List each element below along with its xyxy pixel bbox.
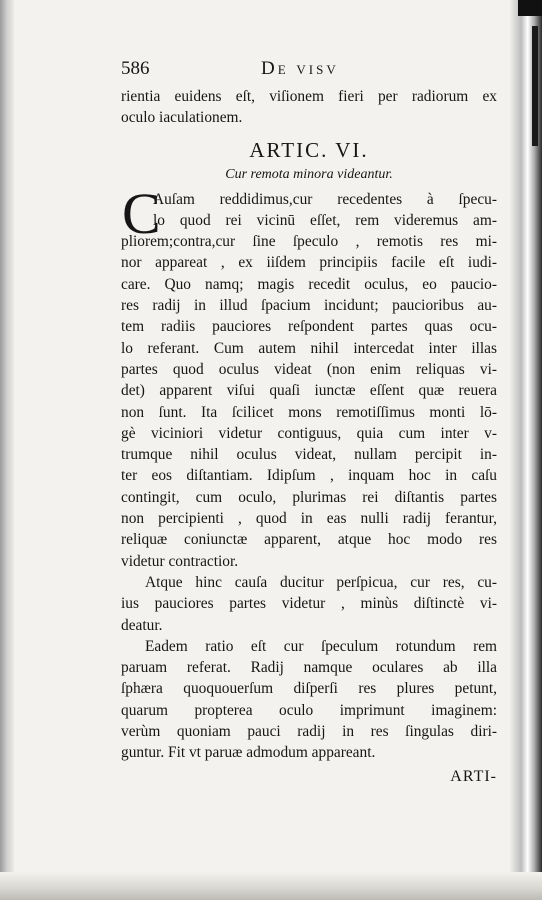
text-line: care. Quo namq; magis recedit oculus, eo paucio- [121, 275, 497, 293]
page-number: 586 [121, 58, 150, 79]
text-line: guntur. Fit vt paruæ admodum appareant. [121, 744, 376, 762]
carry-over-paragraph [121, 86, 497, 129]
paragraph-2 [121, 572, 497, 636]
text-line: deatur. [121, 616, 163, 634]
catchword: ARTI- [450, 767, 497, 785]
text-line: rientia euidens eſt, viſionem fieri per radiorum ex [121, 88, 497, 105]
text-line: ſphæra quoquouerſum diſperſi res plures petunt, [121, 680, 497, 698]
text-line: ter eos diſtantiam. Idipſum , inquam hoc in caſu [121, 467, 497, 485]
text-line: paruam referat. Radij namque oculares ab illa [121, 659, 497, 677]
drop-cap-initial: C [122, 180, 161, 246]
text-line: non percipienti , quod in eas nulli radij ferantur, [121, 510, 497, 528]
paragraph-1 [121, 180, 497, 572]
text-line: reliquæ coniunctæ apparent, atque hoc modo res [121, 531, 497, 549]
text-line: pliorem;contra,cur ſine ſpeculo , remotis res mi- [121, 233, 497, 251]
text-line: lo referant. Cum autem nihil intercedat inter illas [121, 339, 497, 357]
text-line: videtur contractior. [121, 552, 239, 570]
book-binding-edge [510, 0, 542, 900]
page-bottom-edge [0, 872, 542, 900]
binding-dark-corner [518, 0, 542, 16]
page-gutter-left [0, 0, 14, 900]
text-line: oculo iaculationem. [121, 109, 243, 127]
text-line: Atque hinc cauſa ducitur perſpicua, cur res, cu- [145, 573, 497, 591]
section-title: ARTIC. VI. [249, 137, 369, 162]
text-line: partes quod oculus videat (non enim reliquas vi- [121, 360, 497, 378]
paragraph-3 [121, 636, 497, 764]
text-line: quarum propterea oculo imprimunt imaginem: [121, 701, 497, 719]
text-line: ius pauciores partes videtur , minùs diſtinctè vi- [121, 595, 497, 613]
text-line: non ſunt. Ita ſcilicet mons remotiſſimus monti lō- [121, 403, 497, 421]
page-text-block [121, 56, 497, 787]
text-line: det) apparent viſui quaſi iunctæ eſſent quæ reuera [121, 382, 497, 400]
section-subtitle: Cur remota minora videantur. [225, 166, 393, 182]
text-line: res radij in illud ſpacium incidunt; paucioribus au- [121, 297, 497, 315]
text-line: trumque nihil oculus videat, nullam percipit in- [121, 446, 497, 464]
text-line: Auſam reddidimus,cur recedentes à ſpecu- [153, 190, 497, 208]
text-line: lo quod rei vicinū eſſet, rem videremus am- [153, 211, 497, 229]
running-head: De visv [261, 58, 339, 79]
text-line: tem radiis pauciores reſpondent partes quas ocu- [121, 318, 497, 336]
page-header [121, 56, 497, 86]
text-line: contingit, cum oculo, plurimas rei diſtantis partes [121, 488, 497, 506]
text-line: verùm quoniam pauci radij in res ſingulas diri- [121, 723, 497, 741]
text-line: gè viciniori videtur contiguus, quia cum inter v- [121, 424, 497, 442]
text-line: Eadem ratio eſt cur ſpeculum rotundum rem [145, 637, 497, 655]
binding-tab [532, 26, 538, 146]
text-line: nor appareat , ex iiſdem principiis facile eſt iudi- [121, 254, 497, 272]
